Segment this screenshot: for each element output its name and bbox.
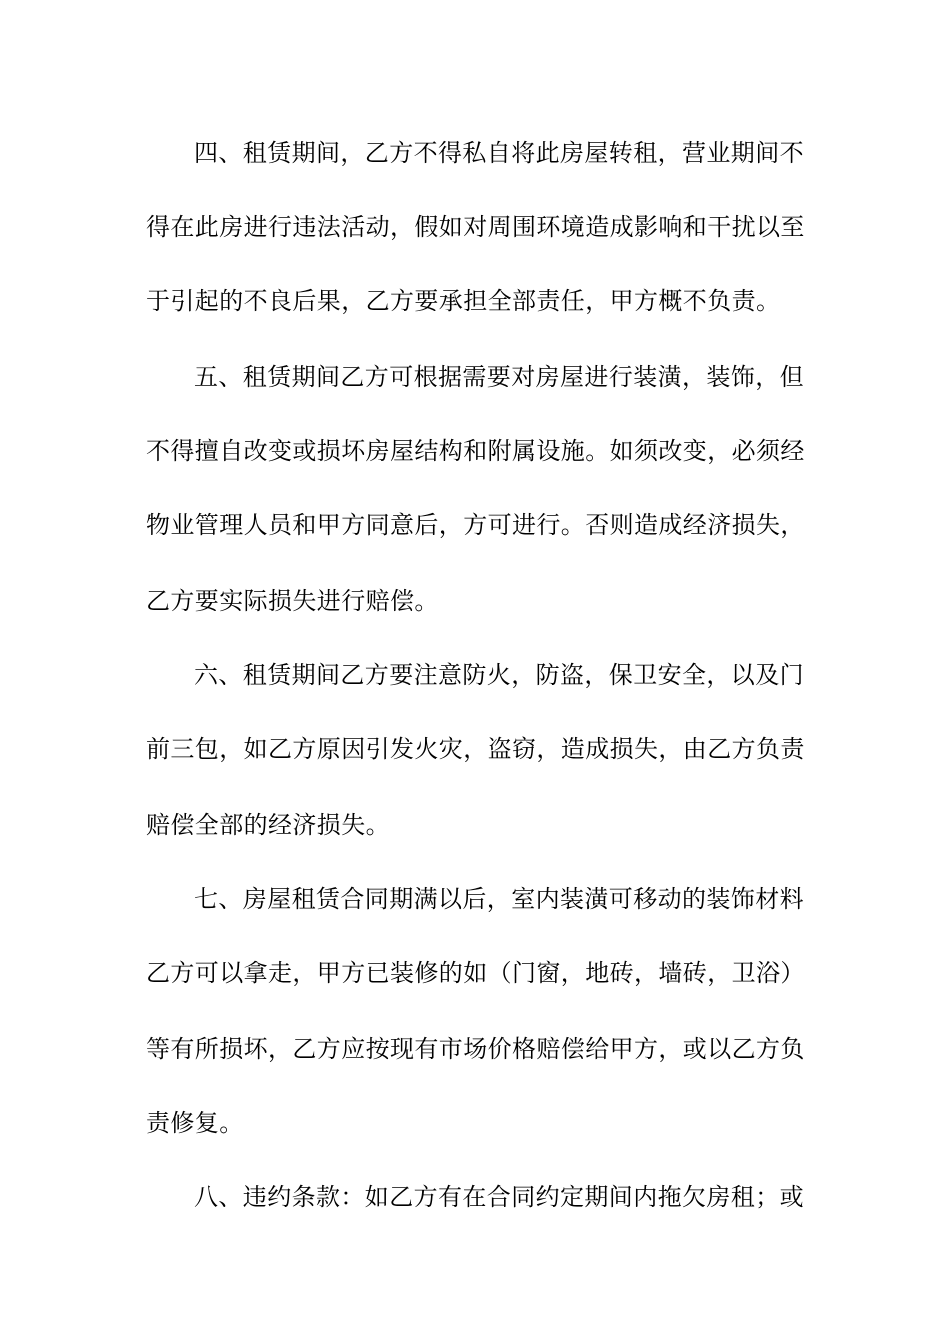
clause-7-line-1: 七、房屋租赁合同期满以后，室内装潢可移动的装饰材料 bbox=[194, 885, 804, 913]
clause-7-line-2: 乙方可以拿走，甲方已装修的如（门窗，地砖，墙砖，卫浴） bbox=[146, 959, 805, 987]
clause-6-line-1: 六、租赁期间乙方要注意防火，防盗，保卫安全，以及门 bbox=[194, 661, 804, 689]
clause-6-line-3: 赔偿全部的经济损失。 bbox=[146, 811, 390, 839]
clause-7-line-4: 责修复。 bbox=[146, 1109, 244, 1137]
clause-5-line-3: 物业管理人员和甲方同意后，方可进行。否则造成经济损失， bbox=[146, 511, 805, 539]
clause-5-line-4: 乙方要实际损失进行赔偿。 bbox=[146, 587, 439, 615]
clause-4-line-2: 得在此房进行违法活动，假如对周围环境造成影响和干扰以至 bbox=[146, 213, 805, 241]
clause-5-line-2: 不得擅自改变或损坏房屋结构和附属设施。如须改变，必须经 bbox=[146, 437, 805, 465]
clause-4-line-1: 四、租赁期间，乙方不得私自将此房屋转租，营业期间不 bbox=[194, 139, 804, 167]
clause-6-line-2: 前三包，如乙方原因引发火灾，盗窃，造成损失，由乙方负责 bbox=[146, 735, 805, 763]
clause-7-line-3: 等有所损坏，乙方应按现有市场价格赔偿给甲方，或以乙方负 bbox=[146, 1035, 805, 1063]
clause-4-line-3: 于引起的不良后果，乙方要承担全部责任，甲方概不负责。 bbox=[146, 287, 781, 315]
clause-8-line-1: 八、违约条款：如乙方有在合同约定期间内拖欠房租；或 bbox=[194, 1183, 804, 1211]
clause-5-line-1: 五、租赁期间乙方可根据需要对房屋进行装潢，装饰，但 bbox=[194, 363, 804, 391]
